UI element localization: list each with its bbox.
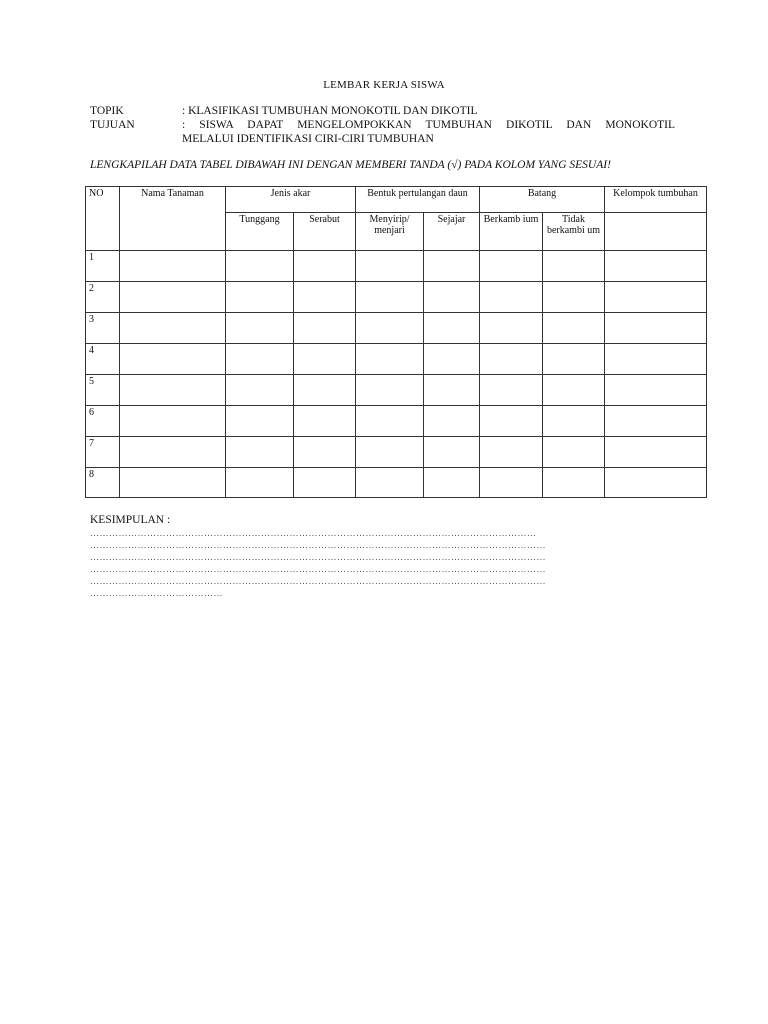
dotted-line[interactable]: ……………………………………	[90, 588, 223, 598]
table-row	[86, 468, 707, 498]
instruction-text: LENGKAPILAH DATA TABEL DIBAWAH INI DENGAN MEMBERI TANDA (√) PADA KOLOM YANG SESUAI!	[90, 159, 611, 171]
table-cell[interactable]	[226, 282, 294, 313]
table-cell[interactable]	[356, 375, 424, 406]
table-cell[interactable]	[226, 468, 294, 498]
table-cell[interactable]	[480, 251, 543, 282]
table-cell[interactable]	[605, 375, 707, 406]
table-cell[interactable]	[226, 313, 294, 344]
table-cell[interactable]	[543, 251, 605, 282]
table-cell[interactable]	[120, 344, 226, 375]
subheader-tunggang: Tunggang	[226, 213, 294, 251]
table-cell[interactable]	[543, 375, 605, 406]
tujuan-value: : SISWA DAPAT MENGELOMPOKKAN TUMBUHAN DIKOTIL DAN MONOKOTIL	[182, 119, 675, 131]
table-cell[interactable]	[294, 437, 356, 468]
topik-value: : KLASIFIKASI TUMBUHAN MONOKOTIL DAN DIKOTIL	[182, 105, 478, 117]
row-number: 3	[86, 313, 120, 344]
row-number: 2	[86, 282, 120, 313]
table-cell[interactable]	[294, 344, 356, 375]
table-cell[interactable]	[356, 406, 424, 437]
table-cell[interactable]	[605, 406, 707, 437]
header-kelompok: Kelompok tumbuhan	[605, 187, 707, 213]
table-cell[interactable]	[356, 251, 424, 282]
header-bentuk-pertulangan: Bentuk pertulangan daun	[356, 187, 480, 213]
table-cell[interactable]	[294, 313, 356, 344]
table-cell[interactable]	[356, 344, 424, 375]
row-number: 6	[86, 406, 120, 437]
table-cell[interactable]	[356, 282, 424, 313]
table-cell[interactable]	[424, 344, 480, 375]
table-cell[interactable]	[226, 375, 294, 406]
table-cell[interactable]	[424, 468, 480, 498]
header-batang: Batang	[480, 187, 605, 213]
table-cell[interactable]	[424, 437, 480, 468]
row-number: 1	[86, 251, 120, 282]
row-number: 7	[86, 437, 120, 468]
table-row	[86, 313, 707, 344]
table-row	[86, 282, 707, 313]
table-cell[interactable]	[543, 344, 605, 375]
row-number: 8	[86, 468, 120, 498]
table-cell[interactable]	[480, 468, 543, 498]
table-cell[interactable]	[226, 344, 294, 375]
table-cell[interactable]	[226, 251, 294, 282]
row-number: 5	[86, 375, 120, 406]
table-cell[interactable]	[480, 344, 543, 375]
table-cell[interactable]	[120, 282, 226, 313]
table-cell[interactable]	[226, 437, 294, 468]
subheader-menyirip: Menyirip/ menjari	[356, 213, 424, 251]
worksheet-table	[85, 186, 707, 498]
header-jenis-akar: Jenis akar	[226, 187, 356, 213]
table-cell[interactable]	[605, 313, 707, 344]
table-cell[interactable]	[120, 251, 226, 282]
subheader-berkambium: Berkamb ium	[480, 213, 543, 251]
table-cell[interactable]	[424, 251, 480, 282]
table-cell[interactable]	[605, 437, 707, 468]
table-cell[interactable]	[424, 406, 480, 437]
table-cell[interactable]	[294, 406, 356, 437]
table-cell[interactable]	[543, 406, 605, 437]
table-cell[interactable]	[120, 468, 226, 498]
table-cell[interactable]	[226, 406, 294, 437]
dotted-line[interactable]: ………………………………………………………………………………………………………………………………	[90, 540, 546, 550]
dotted-line[interactable]: ………………………………………………………………………………………………………………………………	[90, 552, 546, 562]
header-nama-tanaman: Nama Tanaman	[120, 187, 226, 251]
subheader-kelompok-empty	[605, 213, 707, 251]
table-cell[interactable]	[605, 251, 707, 282]
table-cell[interactable]	[120, 313, 226, 344]
table-cell[interactable]	[120, 437, 226, 468]
table-cell[interactable]	[294, 251, 356, 282]
subheader-sejajar: Sejajar	[424, 213, 480, 251]
table-row	[86, 251, 707, 282]
table-cell[interactable]	[480, 406, 543, 437]
tujuan-label: TUJUAN	[90, 119, 135, 131]
table-cell[interactable]	[294, 375, 356, 406]
dotted-line[interactable]: ………………………………………………………………………………………………………………………………	[90, 576, 546, 586]
table-cell[interactable]	[120, 375, 226, 406]
table-cell[interactable]	[424, 313, 480, 344]
dotted-line[interactable]: ………………………………………………………………………………………………………………………………	[90, 564, 546, 574]
topik-label: TOPIK	[90, 105, 124, 117]
conclusion-label: KESIMPULAN :	[90, 514, 171, 526]
tujuan-continuation: MELALUI IDENTIFIKASI CIRI-CIRI TUMBUHAN	[182, 133, 434, 145]
table-cell[interactable]	[294, 282, 356, 313]
table-cell[interactable]	[605, 282, 707, 313]
table-cell[interactable]	[120, 406, 226, 437]
table-cell[interactable]	[480, 437, 543, 468]
table-cell[interactable]	[480, 313, 543, 344]
table-row	[86, 375, 707, 406]
table-cell[interactable]	[356, 468, 424, 498]
table-cell[interactable]	[356, 313, 424, 344]
header-no: NO	[86, 187, 120, 251]
table-cell[interactable]	[605, 468, 707, 498]
table-cell[interactable]	[543, 468, 605, 498]
subheader-serabut: Serabut	[294, 213, 356, 251]
table-cell[interactable]	[605, 344, 707, 375]
table-row	[86, 406, 707, 437]
table-cell[interactable]	[543, 437, 605, 468]
table-row	[86, 437, 707, 468]
table-cell[interactable]	[424, 375, 480, 406]
dotted-line[interactable]: ……………………………………………………………………………………………………………………………	[90, 528, 537, 538]
table-cell[interactable]	[543, 313, 605, 344]
table-cell[interactable]	[424, 282, 480, 313]
table-cell[interactable]	[543, 282, 605, 313]
table-row	[86, 344, 707, 375]
page-title: LEMBAR KERJA SISWA	[323, 79, 445, 91]
table-cell[interactable]	[294, 468, 356, 498]
subheader-tidak-berkambium: Tidak berkambi um	[543, 213, 605, 251]
table-cell[interactable]	[480, 282, 543, 313]
row-number: 4	[86, 344, 120, 375]
table-cell[interactable]	[356, 437, 424, 468]
table-cell[interactable]	[480, 375, 543, 406]
